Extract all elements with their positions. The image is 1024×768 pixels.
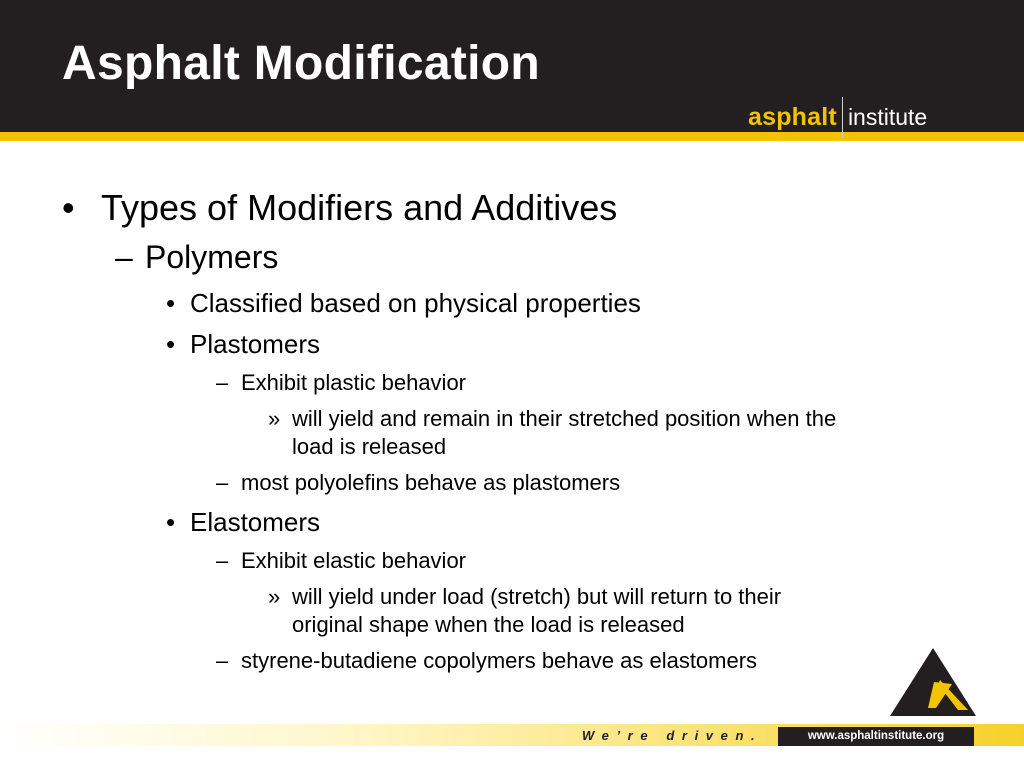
- footer-tagline: We’re driven.: [582, 728, 763, 743]
- bullet-marker: •: [166, 329, 176, 359]
- bullet-text: Plastomers: [190, 329, 321, 359]
- bullet-marker: –: [216, 648, 229, 673]
- bullet-marker: »: [268, 584, 281, 609]
- bullet-marker: •: [62, 187, 75, 228]
- bullet-text: Types of Modifiers and Additives: [101, 187, 618, 228]
- bullet-text: Classified based on physical properties: [190, 288, 641, 318]
- bullet-text: will yield and remain in their stretched position when the: [292, 406, 837, 431]
- bullet-text-continuation: original shape when the load is released: [292, 612, 685, 637]
- bullet-marker: –: [216, 370, 229, 395]
- bullet-marker: »: [268, 406, 281, 431]
- bullet-text: will yield under load (stretch) but will return to their: [292, 584, 782, 609]
- bullet-marker: •: [166, 507, 176, 537]
- logo-word-asphalt: asphalt: [748, 102, 837, 131]
- bullet-marker: –: [216, 470, 229, 495]
- bullet-text-continuation: load is released: [292, 434, 447, 459]
- bullet-text: most polyolefins behave as plastomers: [241, 470, 621, 495]
- bullet-marker: –: [115, 239, 133, 275]
- bullet-marker: •: [166, 288, 176, 318]
- bullet-marker: –: [216, 548, 229, 573]
- triangle-mountain-icon: [888, 646, 978, 718]
- bullet-text: Exhibit elastic behavior: [241, 548, 467, 573]
- bullet-text: Elastomers: [190, 507, 321, 537]
- bullet-text: styrene-butadiene copolymers behave as elastomers: [241, 648, 758, 673]
- slide-title: Asphalt Modification: [62, 37, 540, 90]
- bullet-text: Polymers: [145, 239, 279, 275]
- footer-url[interactable]: www.asphaltinstitute.org: [778, 727, 974, 746]
- logo-word-institute: institute: [847, 103, 928, 130]
- bullet-text: Exhibit plastic behavior: [241, 370, 467, 395]
